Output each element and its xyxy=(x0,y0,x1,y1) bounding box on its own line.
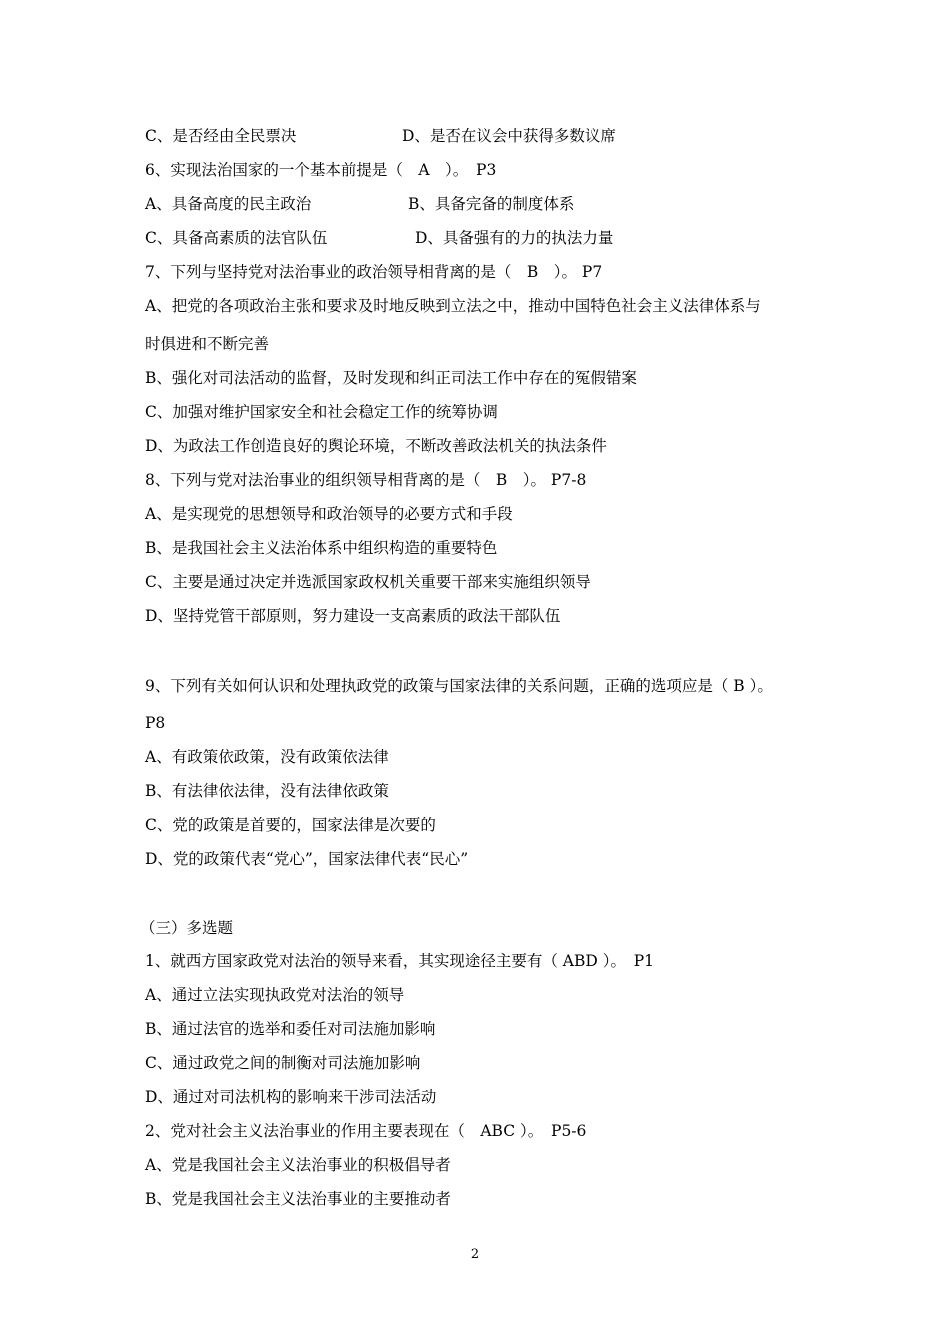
option-a: A、是实现党的思想领导和政治领导的必要方式和手段 xyxy=(145,505,513,523)
option-b: B、通过法官的选举和委任对司法施加影响 xyxy=(145,1020,436,1038)
question-9: 9、下列有关如何认识和处理执政党的政策与国家法律的关系问题，正确的选项应是（ B ）。 xyxy=(145,677,773,695)
question-1: 1、就西方国家政党对法治的领导来看，其实现途径主要有（ ABD ）。 P1 xyxy=(145,952,655,970)
option-d: D、党的政策代表“党心”，国家法律代表“民心” xyxy=(145,850,469,868)
option-c: C、通过政党之间的制衡对司法施加影响 xyxy=(145,1054,421,1072)
option-d: D、具备强有的力的执法力量 xyxy=(415,229,614,247)
option-b: B、是我国社会主义法治体系中组织构造的重要特色 xyxy=(145,539,498,557)
option-d: D、坚持党管干部原则，努力建设一支高素质的政法干部队伍 xyxy=(145,607,561,625)
option-c: C、具备高素质的法官队伍 xyxy=(145,229,328,247)
option-b: B、有法律依法律，没有法律依政策 xyxy=(145,782,389,800)
question-2: 2、党对社会主义法治事业的作用主要表现在（ ABC ）。 P5-6 xyxy=(145,1122,587,1140)
option-b: B、具备完备的制度体系 xyxy=(408,195,575,213)
question-8: 8、下列与党对法治事业的组织领导相背离的是（ B ）。 P7-8 xyxy=(145,471,587,489)
question-9-page-ref: P8 xyxy=(145,714,166,732)
option-c: C、党的政策是首要的，国家法律是次要的 xyxy=(145,816,436,834)
option-d: D、通过对司法机构的影响来干涉司法活动 xyxy=(145,1088,437,1106)
section-heading: （三）多选题 xyxy=(140,919,234,937)
option-d: D、为政法工作创造良好的舆论环境，不断改善政法机关的执法条件 xyxy=(145,437,607,455)
option-b: B、党是我国社会主义法治事业的主要推动者 xyxy=(145,1190,451,1208)
option-c: C、加强对维护国家安全和社会稳定工作的统筹协调 xyxy=(145,403,498,421)
question-6: 6、实现法治国家的一个基本前提是（ A ）。 P3 xyxy=(145,161,497,179)
option-a: A、把党的各项政治主张和要求及时地反映到立法之中，推动中国特色社会主义法律体系与 xyxy=(145,297,761,315)
option-c: C、主要是通过决定并选派国家政权机关重要干部来实施组织领导 xyxy=(145,573,591,591)
option-a: A、具备高度的民主政治 xyxy=(145,195,312,213)
question-7: 7、下列与坚持党对法治事业的政治领导相背离的是（ B ）。 P7 xyxy=(145,263,603,281)
option-a-continued: 时俱进和不断完善 xyxy=(145,335,270,353)
option-d: D、是否在议会中获得多数议席 xyxy=(402,127,616,145)
page-number: 2 xyxy=(470,1247,480,1262)
option-a: A、通过立法实现执政党对法治的领导 xyxy=(145,986,405,1004)
option-a: A、有政策依政策，没有政策依法律 xyxy=(145,748,389,766)
option-b: B、强化对司法活动的监督，及时发现和纠正司法工作中存在的冤假错案 xyxy=(145,369,637,387)
option-a: A、党是我国社会主义法治事业的积极倡导者 xyxy=(145,1156,451,1174)
option-c: C、是否经由全民票决 xyxy=(145,127,297,145)
